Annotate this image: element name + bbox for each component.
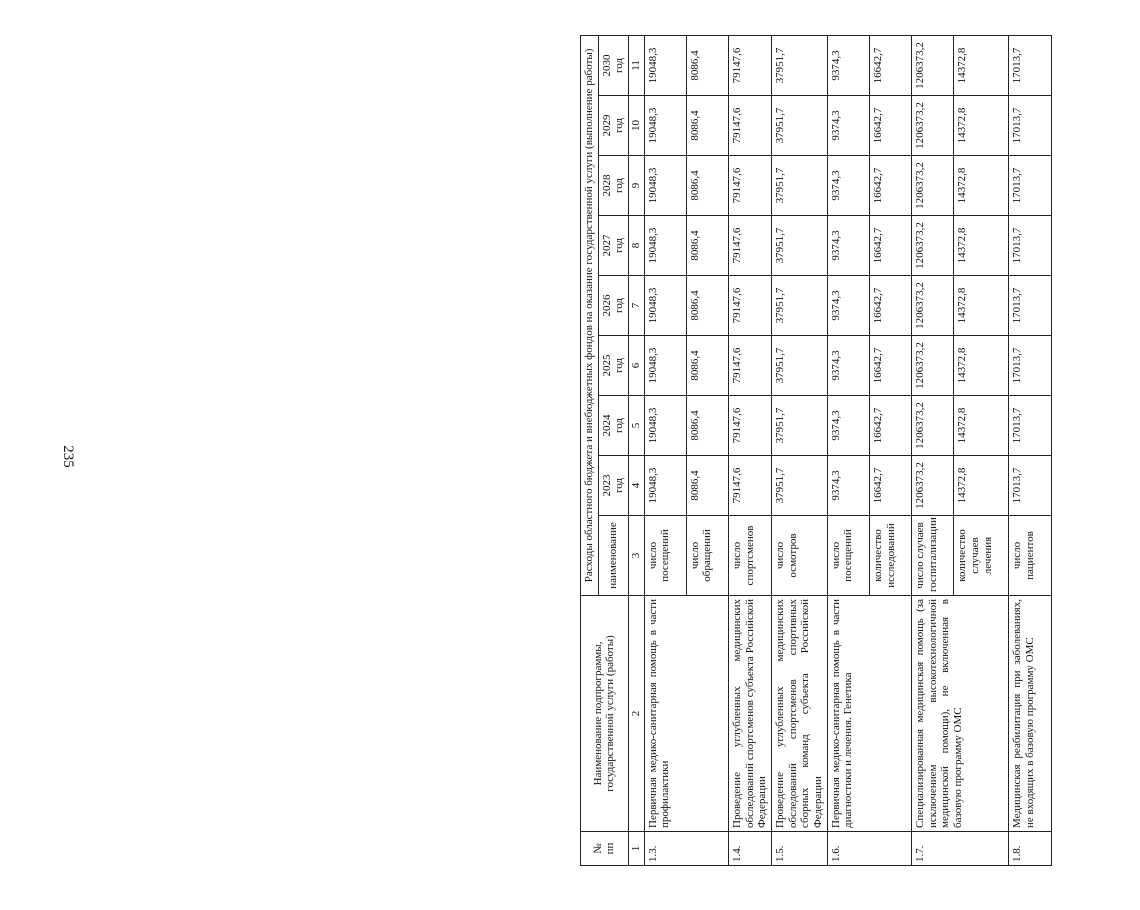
unit-name: число случаев госпитализации <box>912 516 954 596</box>
value-cell: 37951,7 <box>772 396 828 456</box>
value-cell: 37951,7 <box>772 216 828 276</box>
value-cell: 19048,3 <box>644 456 686 516</box>
header-year: 2030 год <box>598 35 628 95</box>
value-cell: 19048,3 <box>644 156 686 216</box>
value-cell: 9374,3 <box>827 35 869 95</box>
unit-name: количество исследований <box>869 516 911 596</box>
value-cell: 19048,3 <box>644 396 686 456</box>
column-index: 4 <box>628 456 644 516</box>
value-cell: 19048,3 <box>644 276 686 336</box>
value-cell: 79147,6 <box>729 96 772 156</box>
header-year: 2028 год <box>598 156 628 216</box>
value-cell: 37951,7 <box>772 156 828 216</box>
value-cell: 17013,7 <box>1009 396 1051 456</box>
value-cell: 14372,8 <box>954 396 1009 456</box>
column-index: 1 <box>628 832 644 866</box>
table-row <box>644 35 686 865</box>
table-row <box>729 35 772 865</box>
value-cell: 1206373,2 <box>912 35 954 95</box>
value-cell: 14372,8 <box>954 216 1009 276</box>
value-cell: 79147,6 <box>729 35 772 95</box>
row-number: 1.8. <box>1009 832 1051 866</box>
unit-name: число спортсменов <box>729 516 772 596</box>
value-cell: 37951,7 <box>772 276 828 336</box>
value-cell: 14372,8 <box>954 35 1009 95</box>
value-cell: 8086,4 <box>686 96 728 156</box>
value-cell: 8086,4 <box>686 156 728 216</box>
value-cell: 8086,4 <box>686 336 728 396</box>
value-cell: 79147,6 <box>729 396 772 456</box>
column-index: 7 <box>628 276 644 336</box>
header-unit: наименование <box>598 516 628 596</box>
value-cell: 17013,7 <box>1009 276 1051 336</box>
column-index: 2 <box>628 596 644 832</box>
value-cell: 9374,3 <box>827 216 869 276</box>
column-index: 8 <box>628 216 644 276</box>
table-row <box>1009 35 1051 865</box>
value-cell: 16642,7 <box>869 96 911 156</box>
value-cell: 79147,6 <box>729 276 772 336</box>
header-year: 2026 год <box>598 276 628 336</box>
value-cell: 14372,8 <box>954 156 1009 216</box>
value-cell: 16642,7 <box>869 156 911 216</box>
row-number: 1.3. <box>644 832 729 866</box>
value-cell: 37951,7 <box>772 456 828 516</box>
value-cell: 17013,7 <box>1009 216 1051 276</box>
row-number: 1.6. <box>827 832 912 866</box>
row-name: Первичная медико-санитарная помощь в части диагностики и лечения. Генетика <box>827 596 912 832</box>
value-cell: 19048,3 <box>644 336 686 396</box>
value-cell: 17013,7 <box>1009 35 1051 95</box>
value-cell: 19048,3 <box>644 216 686 276</box>
row-number: 1.5. <box>772 832 828 866</box>
row-name: Медицинская реабилитация при заболеваниях, не входящих в базовую программу ОМС <box>1009 596 1051 832</box>
value-cell: 14372,8 <box>954 96 1009 156</box>
header-expenses-group: Расходы областного бюджета и внебюджетных фондов на оказание государственной услуги (выполнение работы) <box>581 35 599 595</box>
header-row-1 <box>581 35 599 865</box>
value-cell: 79147,6 <box>729 216 772 276</box>
value-cell: 8086,4 <box>686 456 728 516</box>
value-cell: 14372,8 <box>954 336 1009 396</box>
unit-name: число посещений <box>644 516 686 596</box>
value-cell: 37951,7 <box>772 96 828 156</box>
value-cell: 14372,8 <box>954 276 1009 336</box>
value-cell: 19048,3 <box>644 96 686 156</box>
header-index-row <box>628 35 644 865</box>
value-cell: 8086,4 <box>686 396 728 456</box>
unit-name: число посещений <box>827 516 869 596</box>
value-cell: 1206373,2 <box>912 96 954 156</box>
value-cell: 1206373,2 <box>912 396 954 456</box>
header-year: 2023 год <box>598 456 628 516</box>
header-year: 2024 год <box>598 396 628 456</box>
value-cell: 17013,7 <box>1009 96 1051 156</box>
rotated-page <box>580 36 1140 866</box>
value-cell: 16642,7 <box>869 276 911 336</box>
value-cell: 1206373,2 <box>912 276 954 336</box>
value-cell: 9374,3 <box>827 96 869 156</box>
value-cell: 16642,7 <box>869 336 911 396</box>
value-cell: 16642,7 <box>869 35 911 95</box>
header-year: 2025 год <box>598 336 628 396</box>
value-cell: 1206373,2 <box>912 336 954 396</box>
value-cell: 8086,4 <box>686 276 728 336</box>
column-index: 10 <box>628 96 644 156</box>
column-index: 9 <box>628 156 644 216</box>
expenses-table <box>580 35 1052 866</box>
column-index: 11 <box>628 35 644 95</box>
unit-name: число пациентов <box>1009 516 1051 596</box>
header-year: 2027 год <box>598 216 628 276</box>
value-cell: 16642,7 <box>869 456 911 516</box>
value-cell: 9374,3 <box>827 276 869 336</box>
column-index: 5 <box>628 396 644 456</box>
value-cell: 8086,4 <box>686 35 728 95</box>
column-index: 6 <box>628 336 644 396</box>
table-row <box>912 35 954 865</box>
value-cell: 1206373,2 <box>912 216 954 276</box>
table-row <box>827 35 869 865</box>
row-name: Проведение углубленных медицинских обследований спортсменов субъекта Российской Федерации <box>729 596 772 832</box>
value-cell: 8086,4 <box>686 216 728 276</box>
column-index: 3 <box>628 516 644 596</box>
page-number: 235 <box>59 445 76 468</box>
value-cell: 19048,3 <box>644 35 686 95</box>
row-number: 1.4. <box>729 832 772 866</box>
value-cell: 1206373,2 <box>912 456 954 516</box>
value-cell: 16642,7 <box>869 216 911 276</box>
value-cell: 17013,7 <box>1009 336 1051 396</box>
header-year: 2029 год <box>598 96 628 156</box>
row-name: Специализированная медицинская помощь (за исключением высокотехнологичной медицинской помощи), не включенная в базовую программу ОМС <box>912 596 1009 832</box>
row-name: Первичная медико-санитарная помощь в части профилактики <box>644 596 729 832</box>
value-cell: 37951,7 <box>772 35 828 95</box>
value-cell: 17013,7 <box>1009 456 1051 516</box>
value-cell: 17013,7 <box>1009 156 1051 216</box>
value-cell: 79147,6 <box>729 456 772 516</box>
value-cell: 9374,3 <box>827 456 869 516</box>
value-cell: 37951,7 <box>772 336 828 396</box>
value-cell: 14372,8 <box>954 456 1009 516</box>
value-cell: 79147,6 <box>729 156 772 216</box>
unit-name: количество случаев лечения <box>954 516 1009 596</box>
unit-name: число обращений <box>686 516 728 596</box>
row-number: 1.7. <box>912 832 1009 866</box>
header-name: Наименование подпрограммы, государственной услуги (работы) <box>581 596 629 832</box>
value-cell: 9374,3 <box>827 156 869 216</box>
value-cell: 16642,7 <box>869 396 911 456</box>
table-row <box>772 35 828 865</box>
header-no: № пп <box>581 832 629 866</box>
unit-name: число осмотров <box>772 516 828 596</box>
value-cell: 9374,3 <box>827 336 869 396</box>
value-cell: 9374,3 <box>827 396 869 456</box>
value-cell: 1206373,2 <box>912 156 954 216</box>
value-cell: 79147,6 <box>729 336 772 396</box>
row-name: Проведение углубленных медицинских обследований спортсменов спортивных сборных команд субъекта Российской Федерации <box>772 596 828 832</box>
